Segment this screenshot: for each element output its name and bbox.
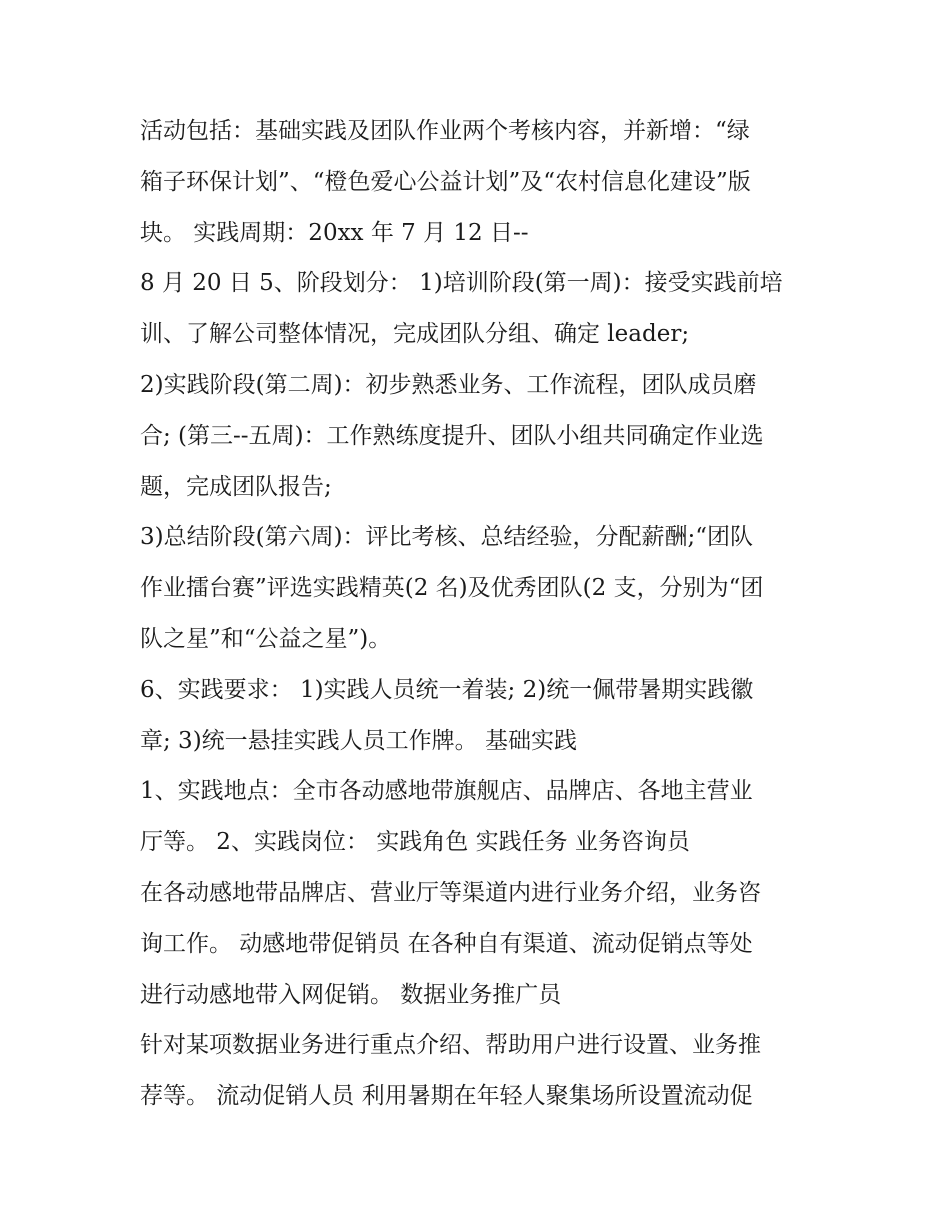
text-line: 章; 3)统一悬挂实践人员工作牌。 基础实践 bbox=[140, 727, 577, 754]
text-line: 题，完成团队报告; bbox=[140, 473, 332, 500]
text-line: 6、实践要求： 1)实践人员统一着装; 2)统一佩带暑期实践徽 bbox=[140, 676, 754, 703]
text-line: 队之星”和“公益之星”)。 bbox=[140, 625, 392, 652]
text-line: 箱子环保计划”、“橙色爱心公益计划”及“农村信息化建设”版 bbox=[140, 168, 751, 195]
text-line: 询工作。 动感地带促销员 在各种自有渠道、流动促销点等处 bbox=[140, 930, 753, 957]
text-line: 训、了解公司整体情况，完成团队分组、确定 leader; bbox=[140, 321, 690, 348]
text-line: 8 月 20 日 5、阶段划分： 1)培训阶段(第一周)：接受实践前培 bbox=[140, 270, 783, 297]
text-line: 块。 实践周期：20xx 年 7 月 12 日-- bbox=[140, 219, 529, 246]
document-body bbox=[140, 106, 830, 1122]
text-line: 2)实践阶段(第二周)：初步熟悉业务、工作流程，团队成员磨 bbox=[140, 371, 757, 398]
text-line: 在各动感地带品牌店、营业厅等渠道内进行业务介绍，业务咨 bbox=[140, 879, 761, 906]
text-line: 合; (第三--五周)：工作熟练度提升、团队小组共同确定作业选 bbox=[140, 422, 764, 449]
text-line: 荐等。 流动促销人员 利用暑期在年轻人聚集场所设置流动促 bbox=[140, 1083, 753, 1110]
text-line: 厅等。 2、实践岗位： 实践角色 实践任务 业务咨询员 bbox=[140, 829, 690, 856]
text-line: 针对某项数据业务进行重点介绍、帮助用户进行设置、业务推 bbox=[140, 1032, 761, 1059]
text-line: 作业擂台赛”评选实践精英(2 名)及优秀团队(2 支，分别为“团 bbox=[140, 575, 764, 602]
text-line: 活动包括：基础实践及团队作业两个考核内容，并新增：“绿 bbox=[140, 118, 750, 144]
text-line: 进行动感地带入网促销。 数据业务推广员 bbox=[140, 981, 562, 1008]
text-line: 3)总结阶段(第六周)：评比考核、总结经验，分配薪酬;“团队 bbox=[140, 524, 754, 551]
text-line: 1、实践地点：全市各动感地带旗舰店、品牌店、各地主营业 bbox=[140, 778, 753, 805]
